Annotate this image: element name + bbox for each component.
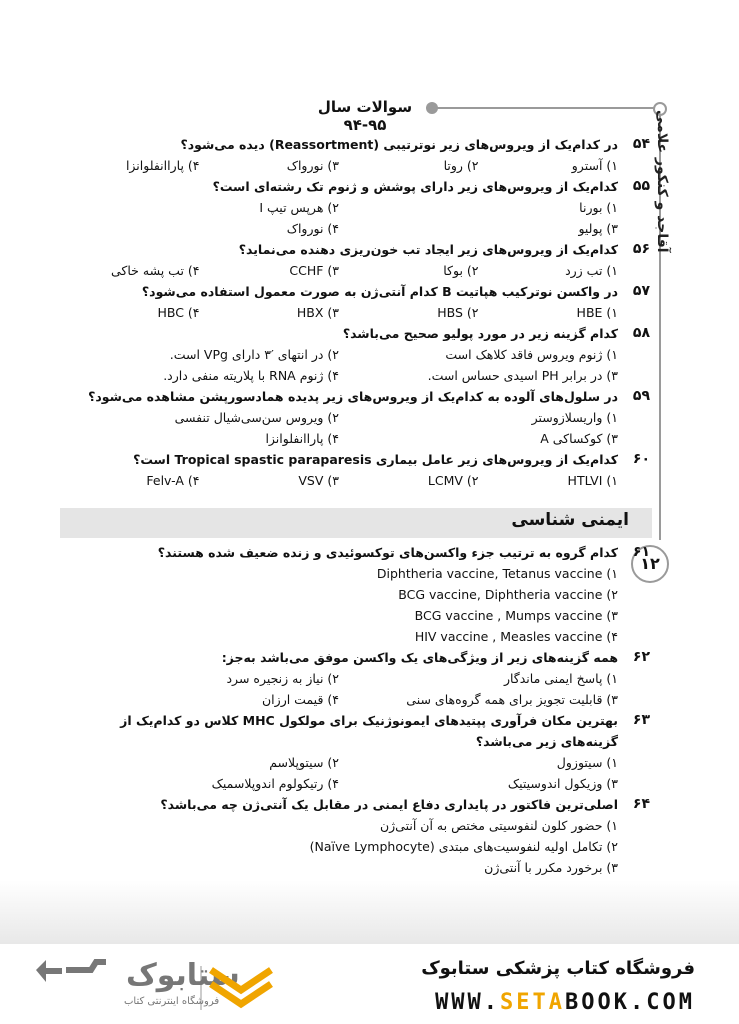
- answer-option[interactable]: ۴) رتیکولوم اندوپلاسمیک: [211, 776, 339, 791]
- answer-option[interactable]: ۳) CCHF: [289, 263, 339, 278]
- answer-option[interactable]: ۱) ژنوم ویروس فاقد کلاهک است: [445, 347, 618, 362]
- url-highlight: SETA: [500, 990, 566, 1015]
- question-block: [60, 239, 652, 281]
- question-block: [60, 542, 652, 647]
- question-text: در سلول‌های آلوده به کدام‌یک از ویروس‌های زیر پدیده همادسورپشن مشاهده می‌شود؟: [88, 389, 618, 404]
- section-virology-questions: [60, 134, 652, 491]
- answer-option[interactable]: ۳) VSV: [298, 473, 339, 488]
- shop-title: فروشگاه کتاب پزشکی ستابوک: [421, 958, 695, 979]
- answer-options: [60, 155, 652, 176]
- answer-options: [60, 344, 652, 386]
- answer-option[interactable]: ۲) در انتهای ′۳ دارای VPg است.: [169, 347, 339, 362]
- answer-options: [60, 563, 652, 647]
- question-stem: [60, 281, 652, 302]
- header-rule: [432, 107, 654, 109]
- question-text: کدام گروه به ترتیب جزء واکسن‌های توکسوئیدی و زنده ضعیف شده هستند؟: [157, 545, 618, 560]
- answer-option[interactable]: ۴) پاراانفلوانزا: [125, 158, 200, 173]
- shop-url[interactable]: [435, 990, 695, 1015]
- question-number: ۵۹: [632, 388, 650, 404]
- question-block: [60, 710, 652, 794]
- answer-option[interactable]: ۱) آسترو: [571, 158, 618, 173]
- question-number: ۶۴: [632, 796, 650, 812]
- question-number: ۵۴: [632, 136, 650, 152]
- answer-option[interactable]: ۱) تب زرد: [565, 263, 618, 278]
- question-number: ۶۳: [632, 712, 650, 728]
- question-stem: [60, 542, 652, 563]
- url-prefix: WWW.: [435, 990, 501, 1015]
- answer-option[interactable]: ۳) BCG vaccine , Mumps vaccine: [414, 608, 618, 623]
- logo-mark-icon: [36, 956, 116, 1016]
- question-stem: [60, 176, 652, 197]
- answer-option[interactable]: ۲) روتا: [443, 158, 479, 173]
- footer-fade: [0, 880, 739, 944]
- question-text: در کدام‌یک از ویروس‌های زیر نوترتیبی (Reassortment) دیده می‌شود؟: [180, 137, 618, 152]
- answer-option[interactable]: ۳) پولیو: [578, 221, 618, 236]
- answer-option[interactable]: ۳) قابلیت تجویز برای همه گروه‌های سنی: [406, 692, 618, 707]
- answer-options: [60, 470, 652, 491]
- question-number: ۵۵: [632, 178, 650, 194]
- answer-option[interactable]: ۱) پاسخ ایمنی ماندگار: [503, 671, 618, 686]
- logo-subtitle: فروشگاه اینترنتی کتاب: [124, 996, 220, 1007]
- answer-option[interactable]: ۲) ویروس سن‌سی‌شیال تنفسی: [174, 410, 339, 425]
- question-text: همه گزینه‌های زیر از ویژگی‌های یک واکسن موفق می‌باشد به‌جز:: [221, 650, 618, 665]
- answer-option[interactable]: ۴) Felv-A: [146, 473, 200, 488]
- answer-option[interactable]: ۳) کوکساکی A: [540, 431, 618, 446]
- answer-option[interactable]: ۲) LCMV: [427, 473, 479, 488]
- question-block: [60, 386, 652, 449]
- answer-option[interactable]: ۲) نیاز به زنجیره سرد: [226, 671, 339, 686]
- answer-option[interactable]: ۳) برخورد مکرر با آنتی‌ژن: [484, 860, 618, 875]
- answer-options: [60, 197, 652, 239]
- question-number: ۵۶: [632, 241, 650, 257]
- question-block: [60, 323, 652, 386]
- question-text: در واکسن نوترکیب هپاتیت B کدام آنتی‌ژن به صورت معمول استفاده می‌شود؟: [141, 284, 618, 299]
- answer-options: [60, 752, 652, 794]
- answer-option[interactable]: ۲) HBS: [437, 305, 479, 320]
- question-number: ۵۷: [632, 283, 650, 299]
- question-block: [60, 176, 652, 239]
- question-stem: [60, 386, 652, 407]
- answer-option[interactable]: ۱) واریسلازوستر: [531, 410, 618, 425]
- answer-option[interactable]: ۳) HBX: [296, 305, 339, 320]
- question-number: ۶۱: [632, 544, 650, 560]
- answer-option[interactable]: ۲) BCG vaccine, Diphtheria vaccine: [398, 587, 618, 602]
- answer-option[interactable]: ۱) بورنا: [579, 200, 618, 215]
- question-block: [60, 449, 652, 491]
- answer-option[interactable]: ۱) HTLVI: [567, 473, 618, 488]
- question-block: [60, 134, 652, 176]
- answer-option[interactable]: ۳) وزیکول اندوسیتیک: [507, 776, 618, 791]
- question-stem: [60, 449, 652, 470]
- question-block: [60, 647, 652, 710]
- question-stem: [60, 647, 652, 668]
- answer-option[interactable]: ۱) HBE: [576, 305, 618, 320]
- answer-option[interactable]: ۲) بوکا: [443, 263, 479, 278]
- question-block: [60, 281, 652, 323]
- answer-option[interactable]: ۲) سیتوپلاسم: [269, 755, 339, 770]
- answer-options: [60, 668, 652, 710]
- question-stem: [60, 710, 652, 752]
- answer-options: [60, 407, 652, 449]
- answer-option[interactable]: ۴) پاراانفلوانزا: [265, 431, 339, 446]
- question-text: بهترین مکان فرآوری پپتیدهای ایمونوژنیک برای مولکول MHC کلاس دو کدام‌یک از گزینه‌های زیر می‌باشد؟: [120, 713, 618, 749]
- section-heading-immunology: ایمنی شناسی: [511, 510, 629, 530]
- question-text: کدام‌یک از ویروس‌های زیر ایجاد تب خون‌ریزی دهنده می‌نماید؟: [238, 242, 618, 257]
- answer-options: [60, 302, 652, 323]
- answer-option[interactable]: ۴) تب پشه خاکی: [110, 263, 200, 278]
- question-text: اصلی‌ترین فاکتور در پایداری دفاع ایمنی در مقابل یک آنتی‌ژن چه می‌باشد؟: [160, 797, 618, 812]
- question-text: کدام گزینه زیر در مورد پولیو صحیح می‌باشد؟: [342, 326, 618, 341]
- answer-option[interactable]: ۱) حضور کلون لنفوسیتی مختص به آن آنتی‌ژن: [379, 818, 618, 833]
- answer-option[interactable]: ۴) HIV vaccine , Measles vaccine: [414, 629, 618, 644]
- question-stem: [60, 239, 652, 260]
- side-label-text: آقاجد و کنکور علامی: [654, 110, 670, 253]
- answer-option[interactable]: ۱) Diphtheria vaccine, Tetanus vaccine: [376, 566, 618, 581]
- answer-option[interactable]: ۳) در برابر PH اسیدی حساس است.: [427, 368, 618, 383]
- question-number: ۶۲: [632, 649, 650, 665]
- logo-word: ستابوک: [126, 958, 240, 993]
- page-number: ۱۲: [631, 545, 669, 583]
- answer-option[interactable]: ۳) نورواک: [286, 158, 339, 173]
- answer-option[interactable]: ۱) سیتوزول: [556, 755, 618, 770]
- question-text: کدام‌یک از ویروس‌های زیر عامل بیماری Tropical spastic paraparesis است؟: [133, 452, 618, 467]
- answer-options: [60, 260, 652, 281]
- question-stem: [60, 794, 652, 815]
- section-title: سوالات سال ۹۵-۹۴: [317, 98, 413, 134]
- answer-option[interactable]: ۴) نورواک: [286, 221, 339, 236]
- header-rule-dot: [426, 102, 438, 114]
- answer-option[interactable]: ۴) ژنوم RNA با پلاریته منفی دارد.: [163, 368, 339, 383]
- question-stem: [60, 134, 652, 155]
- answer-option[interactable]: ۴) قیمت ارزان: [262, 692, 339, 707]
- answer-option[interactable]: ۴) HBC: [157, 305, 200, 320]
- question-number: ۵۸: [632, 325, 650, 341]
- answer-option[interactable]: ۲) تکامل اولیه لنفوسیت‌های مبتدی (Naïve Lymphocyte): [309, 839, 618, 854]
- question-text: کدام‌یک از ویروس‌های زیر دارای پوشش و ژنوم تک رشته‌ای است؟: [212, 179, 618, 194]
- question-stem: [60, 323, 652, 344]
- url-suffix: BOOK.COM: [565, 990, 695, 1015]
- answer-option[interactable]: ۲) هرپس تیپ I: [259, 200, 339, 215]
- question-number: ۶۰: [632, 451, 650, 467]
- logo-chevrons-icon: [206, 962, 276, 1012]
